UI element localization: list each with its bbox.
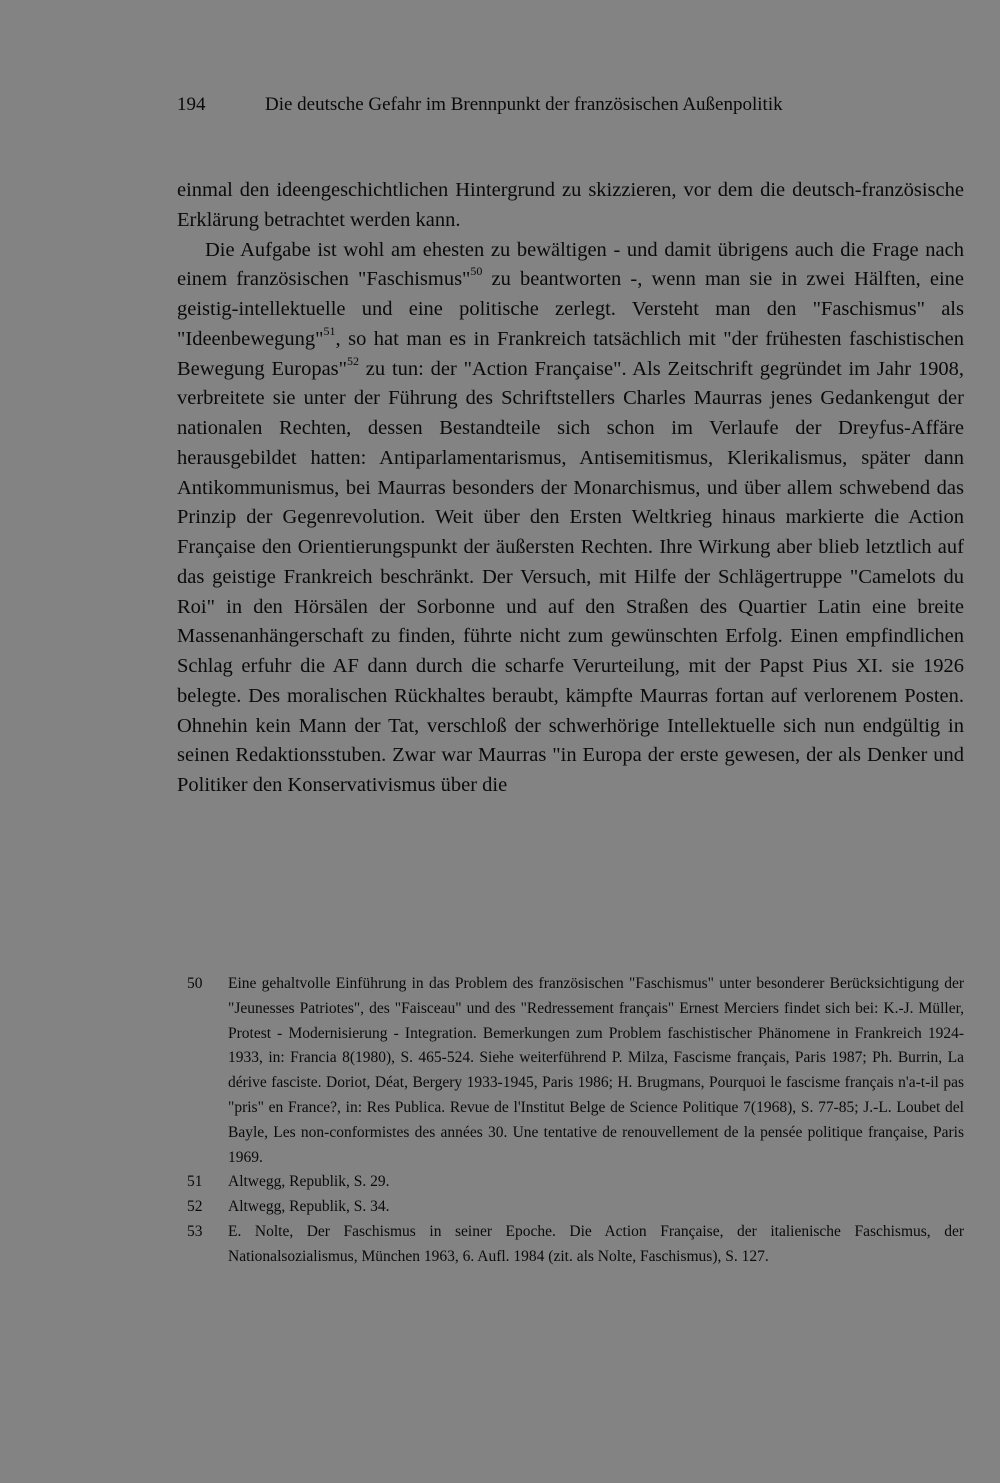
footnote-text: E. Nolte, Der Faschismus in seiner Epoche. Die Action Française, der italienische Faschismus, der Nationalsozialismus, München 1963, 6. Aufl. 1984 (zit. als Nolte, Faschismus), S. 127. bbox=[228, 1222, 964, 1265]
running-title: Die deutsche Gefahr im Brennpunkt der französischen Außenpolitik bbox=[265, 94, 783, 115]
footnote-ref-50[interactable]: 50 bbox=[470, 264, 483, 279]
footnote-text: Altwegg, Republik, S. 34. bbox=[228, 1198, 390, 1216]
footnote-number: 53 bbox=[187, 1222, 203, 1240]
footnote-text: Eine gehaltvolle Einführung in das Problem des französischen "Faschismus" unter besonderer Berücksichtigung der "Jeunesses Patriotes", des "Faisceau" und des "Redressement français" Ernest Merciers findet sich bei: K.-J. Müller, Protest - Modernisierung - Integration. Bemerkungen zum Problem faschistischer Phänomene in Frankreich 1924-1933, in: Francia 8(1980), S. 465-524. Siehe weiterführend P. Milza, Fascisme français, Paris 1987; Ph. Burrin, La dérive fasciste. Doriot, Déat, Bergery 1933-1945, Paris 1986; H. Brugmans, Pourquoi le fascisme français n'a-t-il pas "pris" en France?, in: Res Publica. Revue de l'Institut Belge de Science Politique 7(1968), S. 77-85; J.-L. Loubet del Bayle, Les non-conformistes des années 30. Une tentative de renouvellement de la pensée politique française, Paris 1969. bbox=[228, 975, 964, 1166]
paragraph-continued bbox=[177, 176, 964, 236]
footnote-number: 50 bbox=[187, 975, 203, 992]
footnote-ref-51[interactable]: 51 bbox=[323, 323, 336, 338]
footnote-52 bbox=[187, 1195, 964, 1220]
body-text bbox=[177, 176, 964, 801]
footnote-51 bbox=[187, 1170, 964, 1195]
footnote-number: 52 bbox=[187, 1198, 203, 1216]
footnote-ref-52[interactable]: 52 bbox=[347, 353, 360, 368]
paragraph-text: zu tun: der "Action Française". Als Zeitschrift gegründet im Jahr 1908, verbreitete sie unter der Führung des Schriftstellers Charles Maurras jenes Gedankengut der nationalen Rechten, dessen Bestandteile sich schon im Verlaufe der Dreyfus-Affäre herausgebildet hatten: Antiparlamentarismus, Antisemitismus, Klerikalismus, später dann Antikommunismus, bei Maurras besonders der Monarchismus, und über allem schwebend das Prinzip der Gegenrevolution. Weit über den Ersten Weltkrieg hinaus markierte die Action Française den Orientierungspunkt der äußersten Rechten. Ihre Wirkung aber blieb letztlich auf das geistige Frankreich beschränkt. Der Versuch, mit Hilfe der Schlägertruppe "Camelots du Roi" in den Hörsälen der Sorbonne und auf den Straßen des Quartier Latin eine breite Massenanhängerschaft zu finden, führte nicht zum gewünschten Erfolg. Einen empfindlichen Schlag erfuhr die AF dann durch die scharfe Verurteilung, mit der Papst Pius XI. sie 1926 belegte. Des moralischen Rückhaltes beraubt, kämpfte Maurras fortan auf verlorenem Posten. Ohnehin kein Mann der Tat, verschloß der schwerhörige Intellektuelle sich nun endgültig in seinen Redaktionsstuben. Zwar war Maurras "in Europa der erste gewesen, der als Denker und Politiker den Konservativismus über die bbox=[177, 357, 964, 796]
paragraph-text: Die Aufgabe ist wohl am ehesten zu bewältigen - und damit übrigens auch die Frage nach einem französischen "Faschismus" bbox=[177, 238, 964, 291]
paragraph bbox=[177, 236, 964, 801]
footnote-number: 51 bbox=[187, 1173, 203, 1191]
footnotes bbox=[187, 972, 964, 1270]
paragraph-text: , so hat man es in Frankreich tatsächlich mit "der frühesten faschistischen Bewegung Europas" bbox=[177, 327, 964, 380]
footnote-53 bbox=[187, 1220, 964, 1270]
running-head bbox=[177, 92, 897, 118]
paragraph-text: zu beantworten -, wenn man sie in zwei Hälften, eine geistig-intellektuelle und eine politische zerlegt. Versteht man den "Faschismus" als "Ideenbewegung" bbox=[177, 268, 964, 350]
footnote-text: Altwegg, Republik, S. 29. bbox=[228, 1173, 390, 1191]
page-number: 194 bbox=[177, 94, 206, 115]
footnote-50 bbox=[187, 972, 964, 1170]
paragraph-text: einmal den ideengeschichtlichen Hintergrund zu skizzieren, vor dem die deutsch-französische Erklärung betrachtet werden kann. bbox=[177, 179, 964, 231]
